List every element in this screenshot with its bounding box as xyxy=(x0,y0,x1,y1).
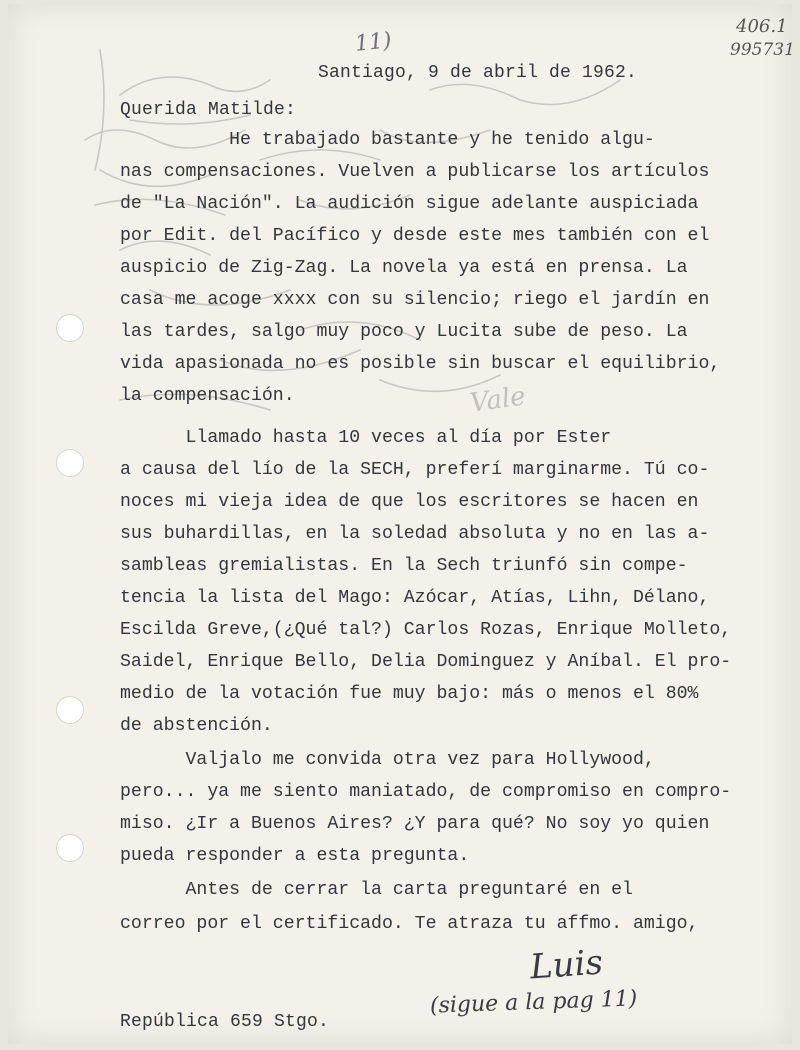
letter-line: pero... ya me siento maniatado, de compromiso en compro- xyxy=(120,782,732,802)
letter-line: a causa del lío de la SECH, preferí marginarme. Tú co- xyxy=(120,460,710,480)
letter-line: casa me acoge xxxx con su silencio; riego el jardín en xyxy=(120,290,710,310)
letter-line: miso. ¿Ir a Buenos Aires? ¿Y para qué? No soy yo quien xyxy=(120,814,710,834)
letter-line: sus buhardillas, en la soledad absoluta y no en las a- xyxy=(120,524,710,544)
overleaf-note: (sigue a la pag 11) xyxy=(429,986,638,1019)
letter-line: auspicio de Zig-Zag. La novela ya está en prensa. La xyxy=(120,258,688,278)
letter-line: nas compensaciones. Vuelven a publicarse los artículos xyxy=(120,162,710,182)
letter-line: pueda responder a esta pregunta. xyxy=(120,846,470,866)
catalog-code: 995731 xyxy=(730,40,795,60)
letter-line: sambleas gremialistas. En la Sech triunfó sin compe- xyxy=(120,556,688,576)
letter-line: medio de la votación fue muy bajo: más o menos el 80% xyxy=(120,684,699,704)
margin-note: Vale xyxy=(468,381,528,419)
letter-line: Escilda Greve,(¿Qué tal?) Carlos Rozas, Enrique Molleto, xyxy=(120,620,732,640)
letter-line: de abstención. xyxy=(120,716,273,736)
return-address: República 659 Stgo. xyxy=(120,1012,330,1032)
salutation: Querida Matilde: xyxy=(120,100,297,120)
letter-line: noces mi vieja idea de que los escritores se hacen en xyxy=(120,492,699,512)
catalog-number: 406.1 xyxy=(736,16,788,37)
letter-line: tencia la lista del Mago: Azócar, Atías, Lihn, Délano, xyxy=(120,588,710,608)
signature: Luis xyxy=(528,942,605,988)
letter-line: Valjalo me convida otra vez para Hollywood, xyxy=(120,750,655,770)
letter-line: correo por el certificado. Te atraza tu affmo. amigo, xyxy=(120,914,699,934)
letter-line: por Edit. del Pacífico y desde este mes también con el xyxy=(120,226,710,246)
letter-line: las tardes, salgo muy poco y Lucita sube de peso. La xyxy=(120,322,688,342)
letter-line: la compensación. xyxy=(120,386,295,406)
letter-line: vida apasionada no es posible sin buscar el equilibrio, xyxy=(120,354,721,374)
letter-line: Saidel, Enrique Bello, Delia Dominguez y Aníbal. El pro- xyxy=(120,652,732,672)
letter-line: Llamado hasta 10 veces al día por Ester xyxy=(120,428,612,448)
page-number: 11) xyxy=(353,28,393,57)
date-line: Santiago, 9 de abril de 1962. xyxy=(318,63,638,83)
letter-line: Antes de cerrar la carta preguntaré en el xyxy=(120,880,633,900)
letter-line: He trabajado bastante y he tenido algu- xyxy=(120,130,655,150)
letter-line: de "La Nación". La audición sigue adelante auspiciada xyxy=(120,194,699,214)
